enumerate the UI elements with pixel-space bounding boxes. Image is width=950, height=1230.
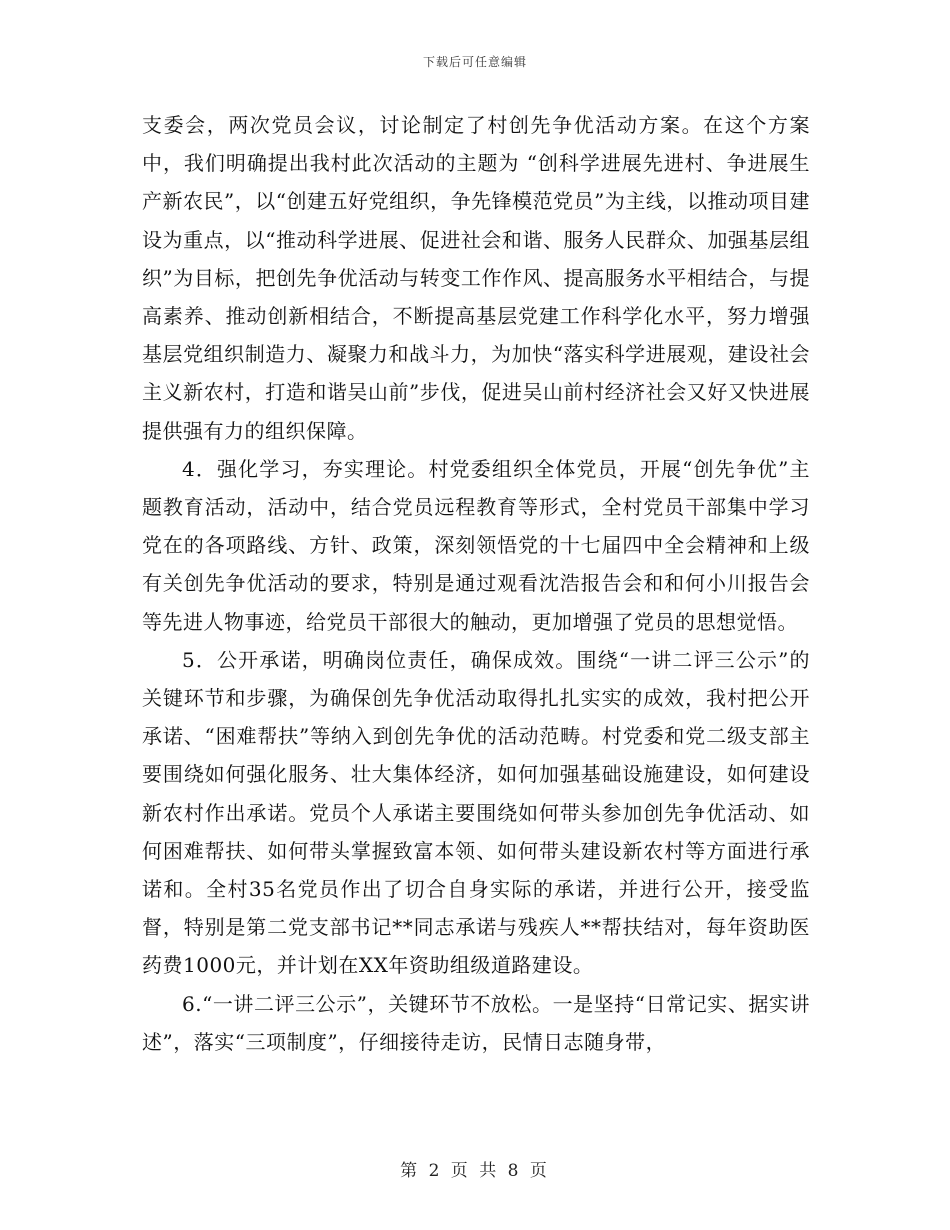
document-body <box>142 106 810 1061</box>
page-header: 下载后可任意编辑 <box>422 55 527 69</box>
paragraph-item-6: 6.“一讲二评三公示”，关键环节不放松。一是坚持“日常记实、据实讲述”，落实“三项制度”，仔细接待走访，民情日志随身带， <box>142 991 810 1054</box>
page-number-footer: 第 2 页 共 8 页 <box>400 1161 550 1181</box>
paragraph-continued: 支委会，两次党员会议，讨论制定了村创先争优活动方案。在这个方案中，我们明确提出我村此次活动的主题为 “创科学进展先进村、争进展生产新农民”，以“创建五好党组织，争先锋模范党员”为主线，以推动项目建设为重点，以“推动科学进展、促进社会和谐、服务人民群众、加强基层组织”为目标，把创先争优活动与转变工作作风、提高服务水平相结合，与提高素养、推动创新相结合，不断提高基层党建工作科学化水平，努力增强基层党组织制造力、凝聚力和战斗力，为加快“落实科学进展观，建设社会主义新农村，打造和谐吴山前”步伐，促进吴山前村经济社会又好又快进展提供强有力的组织保障。 <box>142 113 810 443</box>
paragraph-item-5: 5．公开承诺，明确岗位责任，确保成效。围绕“一讲二评三公示”的关键环节和步骤，为确保创先争优活动取得扎扎实实的成效，我村把公开承诺、“困难帮扶”等纳入到创先争优的活动范畴。村党委和党二级支部主要围绕如何强化服务、壮大集体经济，如何加强基础设施建设，如何建设新农村作出承诺。党员个人承诺主要围绕如何带头参加创先争优活动、如何困难帮扶、如何带头掌握致富本领、如何带头建设新农村等方面进行承诺和。全村35名党员作出了切合自身实际的承诺，并进行公开，接受监督，特别是第二党支部书记**同志承诺与残疾人**帮扶结对，每年资助医药费1000元，并计划在XX年资助组级道路建设。 <box>142 647 810 978</box>
paragraph-item-4: 4．强化学习，夯实理论。村党委组织全体党员，开展“创先争优”主题教育活动，活动中，结合党员远程教育等形式，全村党员干部集中学习党在的各项路线、方针、政策，深刻领悟党的十七届四中全会精神和上级有关创先争优活动的要求，特别是通过观看沈浩报告会和和何小川报告会等先进人物事迹，给党员干部很大的触动，更加增强了党员的思想觉悟。 <box>142 456 810 634</box>
